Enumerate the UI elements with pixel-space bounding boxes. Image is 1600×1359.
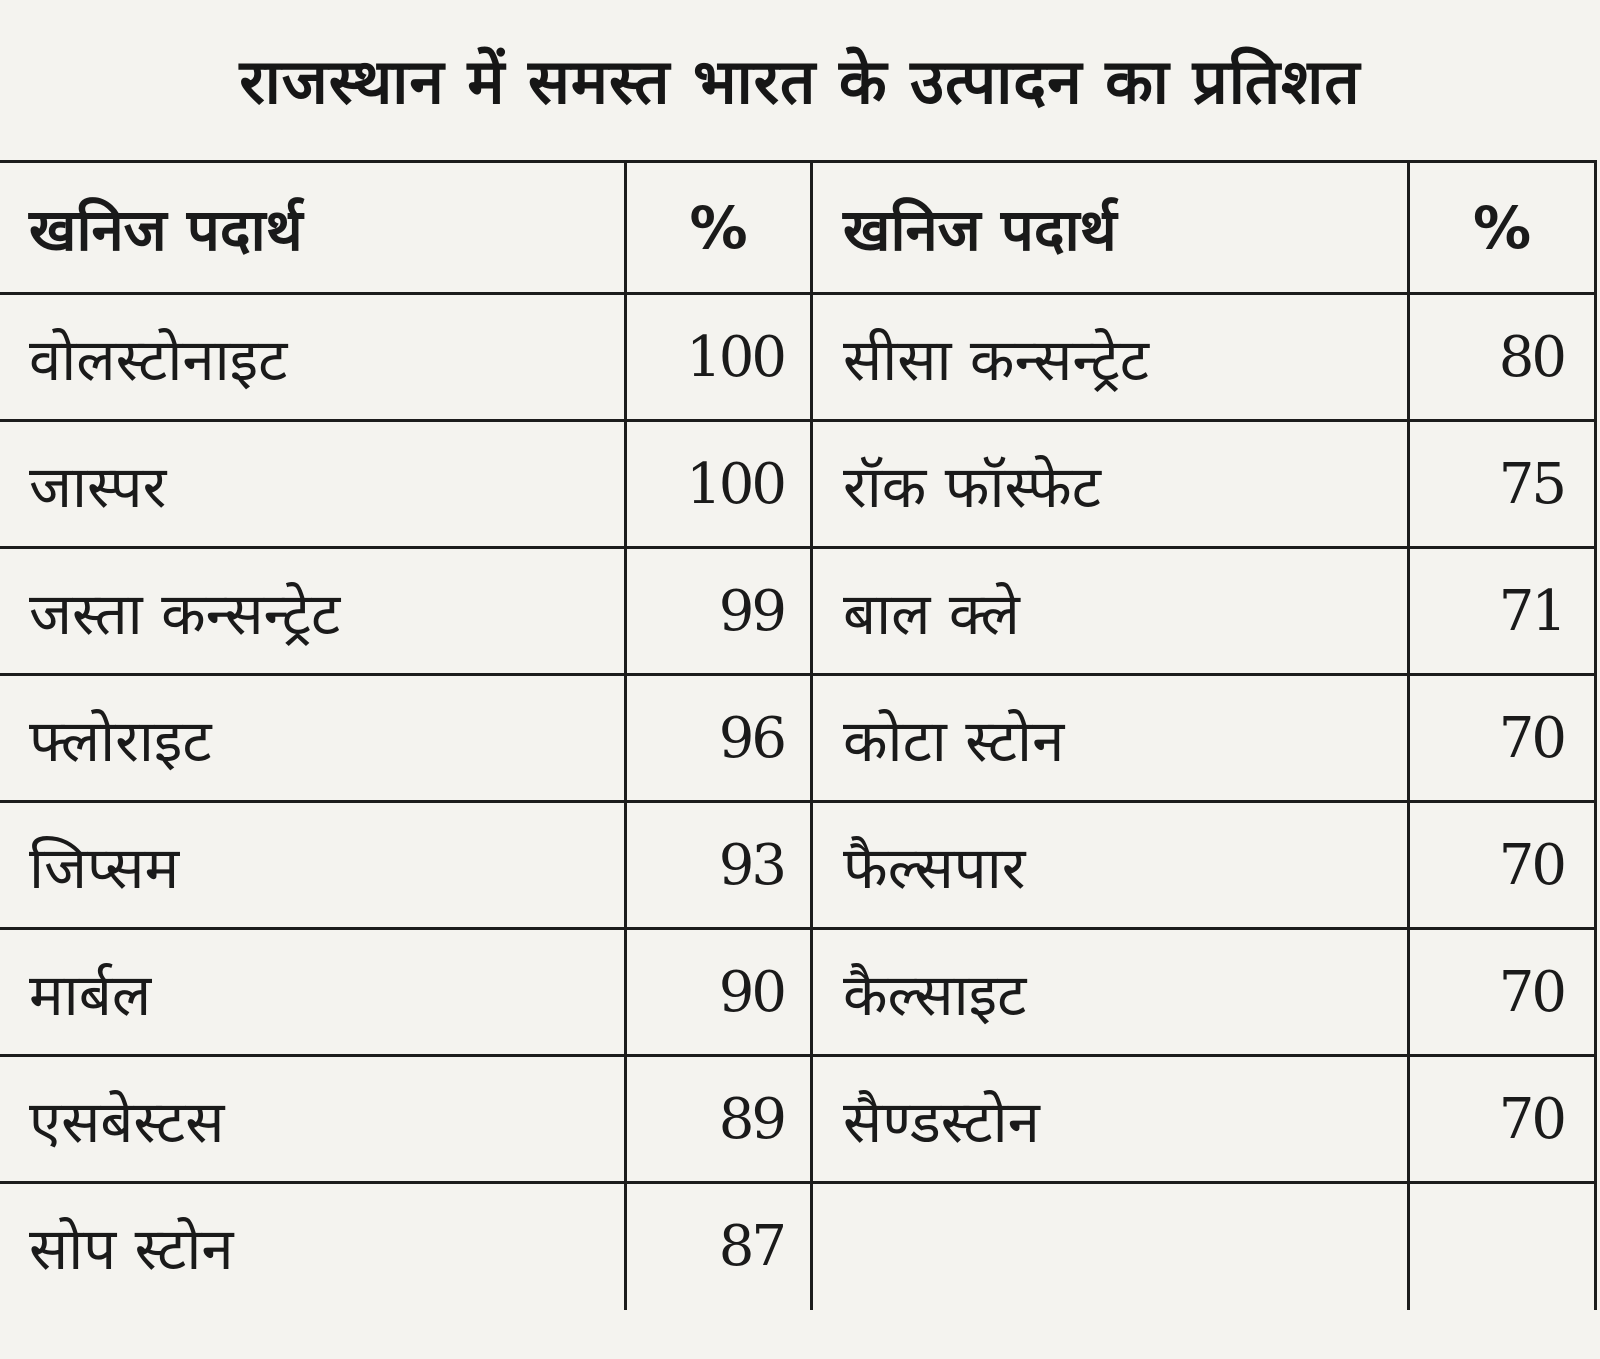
header-mineral-2: खनिज पदार्थ (812, 162, 1409, 294)
mineral-name-cell: कैल्साइट (812, 929, 1409, 1056)
mineral-name-cell: जास्पर (0, 421, 626, 548)
mineral-name-cell: सोप स्टोन (0, 1183, 626, 1310)
percent-cell (1409, 1183, 1596, 1310)
mineral-name-cell: जस्ता कन्सन्ट्रेट (0, 548, 626, 675)
mineral-name-cell: वोलस्टोनाइट (0, 294, 626, 421)
header-mineral-1: खनिज पदार्थ (0, 162, 626, 294)
mineral-name-cell: फैल्सपार (812, 802, 1409, 929)
mineral-name-cell: सैण्डस्टोन (812, 1056, 1409, 1183)
table-row (0, 675, 1596, 802)
mineral-name-cell: रॉक फॉस्फेट (812, 421, 1409, 548)
table-row (0, 294, 1596, 421)
table-row (0, 421, 1596, 548)
table-row (0, 929, 1596, 1056)
table-header-row (0, 162, 1596, 294)
percent-cell: 100 (626, 421, 812, 548)
percent-cell: 90 (626, 929, 812, 1056)
percent-cell: 100 (626, 294, 812, 421)
percent-cell: 80 (1409, 294, 1596, 421)
table-row (0, 548, 1596, 675)
table-row (0, 1183, 1596, 1310)
mineral-name-cell: जिप्सम (0, 802, 626, 929)
header-percent-1: % (626, 162, 812, 294)
mineral-name-cell: मार्बल (0, 929, 626, 1056)
percent-cell: 93 (626, 802, 812, 929)
percent-cell: 99 (626, 548, 812, 675)
mineral-name-cell: सीसा कन्सन्ट्रेट (812, 294, 1409, 421)
percent-cell: 75 (1409, 421, 1596, 548)
percent-cell: 70 (1409, 1056, 1596, 1183)
mineral-name-cell: कोटा स्टोन (812, 675, 1409, 802)
mineral-name-cell: बाल क्ले (812, 548, 1409, 675)
header-percent-2: % (1409, 162, 1596, 294)
mineral-name-cell: एसबेस्टस (0, 1056, 626, 1183)
percent-cell: 87 (626, 1183, 812, 1310)
table-row (0, 1056, 1596, 1183)
percent-cell: 70 (1409, 675, 1596, 802)
percent-cell: 70 (1409, 802, 1596, 929)
mineral-name-cell: फ्लोराइट (0, 675, 626, 802)
table-row (0, 802, 1596, 929)
mineral-production-table (0, 160, 1597, 1310)
mineral-name-cell (812, 1183, 1409, 1310)
percent-cell: 71 (1409, 548, 1596, 675)
percent-cell: 96 (626, 675, 812, 802)
percent-cell: 89 (626, 1056, 812, 1183)
percent-cell: 70 (1409, 929, 1596, 1056)
page-title: राजस्थान में समस्त भारत के उत्पादन का प्रतिशत (239, 45, 1361, 118)
